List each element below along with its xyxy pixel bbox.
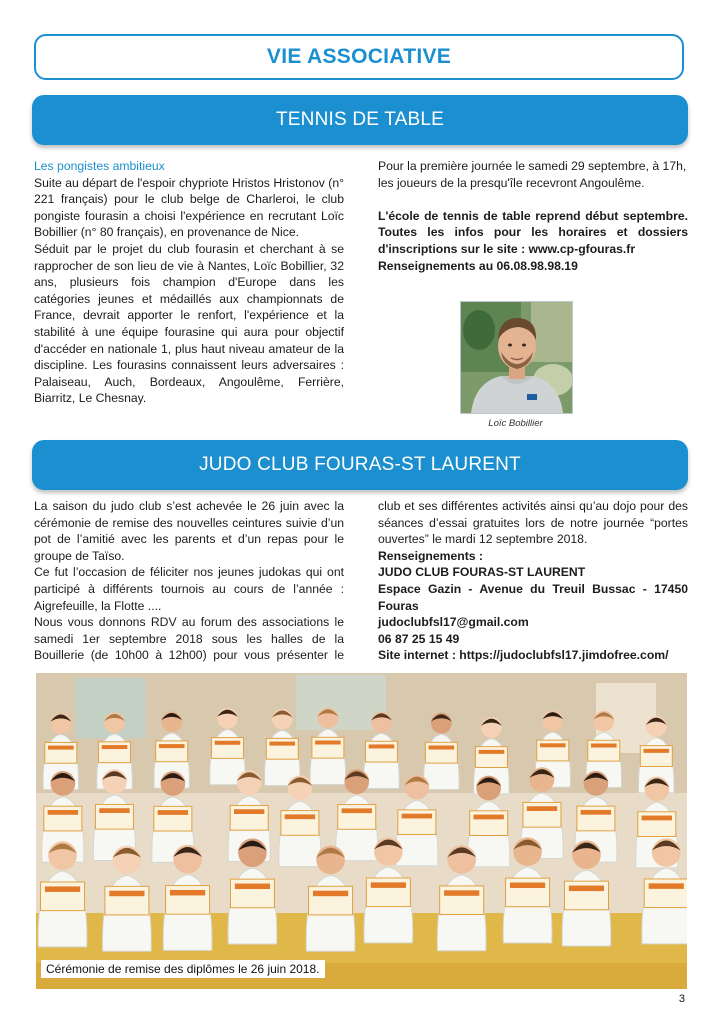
tennis-article-left (34, 158, 344, 407)
player-portrait (460, 301, 573, 414)
text-line: Biarritz, Le Chesnay. (34, 391, 147, 406)
judo-article-right (378, 498, 688, 664)
text-line: samedi 1er septembre 2018 sous les halles de la (34, 631, 344, 646)
text-line: d'inscriptions sur le site : www.cp-gfouras.fr (378, 241, 636, 256)
contact-phone: 06 87 25 15 49 (378, 631, 460, 646)
text-line: Aigrefeuille, la Flotte .... (34, 598, 162, 613)
text-line: Ce fut l’occasion de féliciter nos jeunes judokas qui ont (34, 565, 344, 580)
text-line: participé à différents tournois au cours de l’année : (34, 581, 344, 596)
text-line: Nous vous donnons RDV au forum des associations le (34, 615, 344, 630)
text-line: L'école de tennis de table reprend début septembre. (378, 208, 688, 223)
portrait-caption: Loïc Bobillier (488, 418, 543, 429)
text-line: pot de l’amitié avec les parents et d’un repas pour le (34, 532, 344, 547)
tennis-subtitle: Les pongistes ambitieux (34, 159, 165, 173)
text-line: séances d’essai gratuites lors de notre journée “portes (378, 515, 688, 530)
text-line: pongiste fourasin a choisi l'expérience en recrutant Loïc (34, 208, 344, 223)
tennis-article-right (378, 158, 688, 274)
text-line: d'accéder en nationale 1, plus haut niveau amateur de la (34, 341, 344, 356)
contact-website: Site internet : https://judoclubfsl17.jimdofree.com/ (378, 648, 669, 663)
judo-photo-caption: Cérémonie de remise des diplômes le 26 juin 2018. (41, 960, 325, 978)
text-line: ouvertes” le mardi 12 septembre 2018. (378, 532, 588, 547)
text-line: Palaiseau, Auch, Bordeaux, Angoulême, Ferrière, (34, 374, 344, 389)
page-number: 3 (678, 993, 685, 1005)
text-line: discipline. Les fourasins connaissent leurs adversaires : (34, 358, 344, 373)
section-header-tennis: TENNIS DE TABLE (32, 95, 688, 145)
section-header-judo: JUDO CLUB FOURAS-ST LAURENT (32, 440, 688, 490)
text-line: La saison du judo club s’est achevée le 26 juin avec la (34, 499, 344, 513)
text-line: stabilité à une équipe fourasine qui aura pour objectif (34, 324, 344, 339)
text-line: les joueurs de la presqu'île recevront Angoulême. (378, 175, 645, 190)
text-line: Renseignements : (378, 548, 483, 563)
text-line: Suite au départ de l'espoir chypriote Hristos Hristonov (n° (34, 175, 344, 190)
judo-article-left (34, 498, 344, 664)
text-line: 221 français) pour le club belge de Charleroi, le club (34, 192, 344, 207)
text-line: ans, plusieurs fois champion d'Europe dans les (34, 275, 344, 290)
text-line: Renseignements au 06.08.98.98.19 (378, 258, 578, 273)
text-line: Séduit par le projet du club fourasin et cherchant à se (34, 241, 344, 256)
text-line: club et ses différentes activités ainsi qu’au dojo pour des (378, 499, 688, 513)
text-line: Bobillier (n° 80 français), en provenance de Nice. (34, 225, 300, 240)
text-line: catégories jeunes et médaillés aux championnats de (34, 291, 344, 306)
text-line: Pour la première journée le samedi 29 septembre, à 17h, (378, 159, 687, 173)
text-line: groupe de Taïso. (34, 548, 125, 563)
text-line: rapprocher de son lieu de vie à Nantes, Loïc Bobillier, 32 (34, 258, 344, 273)
text-line: Fouras (378, 598, 419, 613)
text-line: JUDO CLUB FOURAS-ST LAURENT (378, 565, 586, 580)
contact-email: judoclubfsl17@gmail.com (378, 615, 529, 630)
text-line: cérémonie de remise des nouvelles ceintures suivie d’un (34, 515, 344, 530)
text-line: Bouillerie (de 10h00 à 12h00) pour vous présenter le (34, 648, 344, 663)
judo-group-photo (36, 673, 687, 989)
spacer (378, 191, 688, 208)
text-line: France, devrait apporter le renfort, l'expérience et la (34, 308, 344, 323)
text-line: Toutes les infos pour les horaires et dossiers (378, 225, 688, 240)
text-line: Espace Gazin - Avenue du Treuil Bussac - 17450 (378, 581, 688, 596)
tennis-left-body (34, 175, 344, 407)
page-title: VIE ASSOCIATIVE (34, 34, 684, 80)
